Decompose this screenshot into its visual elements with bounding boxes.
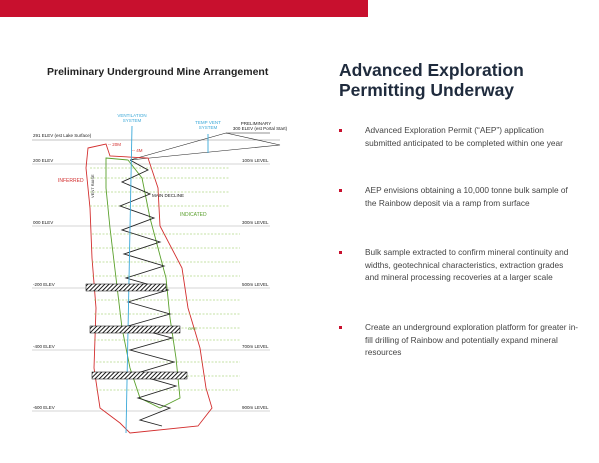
bullet-item <box>339 321 579 359</box>
main-decline-label: MAIN DECLINE <box>152 193 185 198</box>
mine-arrangement-diagram <box>30 108 330 456</box>
page-title <box>339 60 579 100</box>
level-right-label: 300m LEVEL <box>242 220 269 225</box>
vent-raise-label: VENT RAISE <box>90 174 95 198</box>
stope-block <box>92 372 187 379</box>
inferred-label: INFERRED <box>58 178 84 184</box>
bullet-marker-icon <box>339 251 342 254</box>
portal-ramp <box>130 133 280 160</box>
stope-block <box>86 284 166 291</box>
bullet-text: Create an underground exploration platform for greater in-fill drilling of Rainbow and potentially expand mineral resources <box>365 322 579 357</box>
diagram-title: Preliminary Underground Mine Arrangement <box>47 66 269 78</box>
temp-vent-system-label: TEMP VENT SYSTEM <box>195 120 221 130</box>
bullet-text: Bulk sample extracted to confirm mineral continuity and widths, geotechnical characteristics, extraction grades and mineral processing recoveries at a larger scale <box>365 247 569 282</box>
bullet-item <box>339 246 579 284</box>
bullet-marker-icon <box>339 326 342 329</box>
portal-elev-label: 300 ELEV (est Portal Start) <box>232 126 288 131</box>
level-right-label: 700m LEVEL <box>242 344 269 349</box>
level-left-label: 000 ELEV <box>33 220 54 225</box>
bullet-marker-icon <box>339 129 342 132</box>
preliminary-label: PRELIMINARY <box>240 121 272 126</box>
lake-surface-label: 291 ELEV (est Lake Surface) <box>33 133 92 138</box>
indicated-label: INDICATED <box>180 212 207 218</box>
level-right-label: 500m LEVEL <box>242 282 269 287</box>
bullet-marker-icon <box>339 189 342 192</box>
drill-lines <box>90 168 240 390</box>
level-right-label: 100m LEVEL <box>242 158 269 163</box>
bullet-item <box>339 184 579 209</box>
bullet-item <box>339 124 579 149</box>
bullet-text: AEP envisions obtaining a 10,000 tonne bulk sample of the Rainbow deposit via a ramp from surface <box>365 185 568 208</box>
twenty-m-label: -- 20M <box>108 142 122 147</box>
ventilation-system-label: VENTILATION SYSTEM <box>117 113 147 123</box>
stope-block <box>90 326 180 333</box>
ore-label: ORE <box>188 326 197 331</box>
level-left-label: -400 ELEV <box>33 344 55 349</box>
page-title-line1: Advanced Exploration <box>339 60 524 80</box>
level-left-label: 200 ELEV <box>33 158 54 163</box>
bullet-text: Advanced Exploration Permit (“AEP”) application submitted anticipated to be completed within one year <box>365 125 563 148</box>
header-accent-bar <box>0 0 368 17</box>
level-left-label: -600 ELEV <box>33 405 55 410</box>
level-right-label: 900m LEVEL <box>242 405 269 410</box>
page-title-line2: Permitting Underway <box>339 80 515 100</box>
four-m-label: -- 4M <box>132 148 143 153</box>
level-left-label: -200 ELEV <box>33 282 55 287</box>
